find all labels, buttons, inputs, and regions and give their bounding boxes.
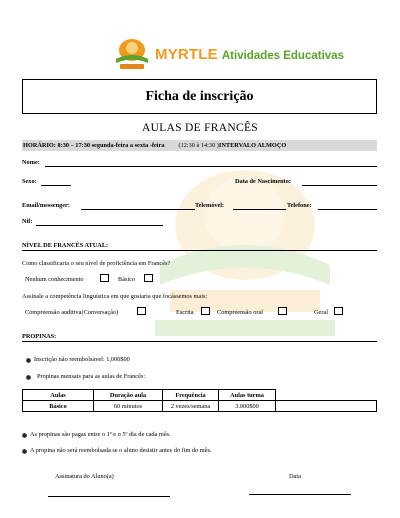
form-title: Ficha de inscrição <box>145 88 254 104</box>
competence-writing-checkbox[interactable] <box>201 307 210 315</box>
fees-cell-price: 3.000$00 <box>219 401 276 412</box>
nif-label: Nif: <box>22 218 33 225</box>
fees-table-header <box>23 390 377 401</box>
date-label: Data <box>289 473 301 480</box>
student-signature-label: Assinatura do Aluno(a) <box>55 473 114 480</box>
fees-cell-class: Básico <box>23 401 94 412</box>
competence-general-checkbox[interactable] <box>334 307 343 315</box>
break-label: INTERVALO ALMOÇO <box>218 142 287 149</box>
fee-note-2: A propina não será reembolsada se o aluno desistir antes do fim do mês. <box>30 447 212 454</box>
name-field[interactable] <box>45 166 377 167</box>
birth-field[interactable] <box>302 185 377 186</box>
competence-oral-label: Compreensão oral <box>217 309 263 316</box>
level-option-none-label: Nenhum conhecimento <box>25 276 84 283</box>
phone-label: Telefone: <box>287 202 312 209</box>
fees-header-price: Aulas turma <box>219 390 276 401</box>
competence-listening-label: Compreensão auditiva(Conversação) <box>25 309 119 316</box>
fees-header-duration: Duração aula <box>94 390 163 401</box>
competence-general-label: Geral <box>314 309 328 316</box>
sex-field[interactable] <box>41 185 71 186</box>
fee-note-1: As propinas são pagas entre o 1º e o 5º dia de cada mês. <box>30 431 171 438</box>
brand-tagline: Atividades Educativas <box>221 49 344 62</box>
competence-question: Assinale a competência linguística em que gostaria que focássemos mais: <box>22 293 208 300</box>
email-label: Email/messenger: <box>22 202 70 209</box>
form-subtitle: AULAS DE FRANCÊS <box>142 122 258 134</box>
bullet-icon <box>26 375 31 380</box>
bullet-icon <box>22 433 27 438</box>
level-heading: NÍVEL DE FRANCÊS ATUAL: <box>22 242 377 251</box>
mobile-label: Telemóvel: <box>195 202 225 209</box>
student-signature-field[interactable] <box>48 496 170 497</box>
level-option-basic-checkbox[interactable] <box>144 274 153 282</box>
phone-field[interactable] <box>318 209 377 210</box>
hours-bar <box>22 140 377 151</box>
level-option-none-checkbox[interactable] <box>100 274 109 282</box>
fees-heading: PROPINAS: <box>22 333 377 342</box>
fees-header-empty <box>276 390 377 401</box>
registration-fee: Inscrição não reembolsável: 1,000$00 <box>34 356 130 363</box>
fees-table <box>22 389 377 412</box>
table-row <box>23 401 377 412</box>
break-time: (12:30 à 14:30 ) <box>178 142 219 149</box>
date-field[interactable] <box>249 494 351 495</box>
mobile-field[interactable] <box>233 209 286 210</box>
fees-header-class: Aulas <box>23 390 94 401</box>
competence-listening-checkbox[interactable] <box>137 307 146 315</box>
competence-oral-checkbox[interactable] <box>278 307 287 315</box>
email-field[interactable] <box>81 209 195 210</box>
form-title-box <box>22 79 377 114</box>
fees-cell-duration: 60 minutos <box>94 401 163 412</box>
sex-label: Sexo: <box>22 178 37 185</box>
competence-writing-label: Escrita <box>176 309 194 316</box>
monthly-fees-intro: Propinas mensais para as aulas de Francês: <box>37 373 146 380</box>
birth-label: Data de Nascimento: <box>235 178 291 185</box>
nif-field[interactable] <box>36 225 163 226</box>
hours-label: HORÁRIO: 8:30 – 17:30 <box>23 142 90 149</box>
hours-days: segunda-feira a sexta -feira <box>91 142 165 149</box>
bullet-icon <box>22 449 27 454</box>
brand-logo <box>113 37 344 71</box>
name-label: Nome: <box>22 159 40 166</box>
fees-cell-frequency: 2 vezes/semana <box>163 401 219 412</box>
fees-header-frequency: Frequência <box>163 390 219 401</box>
bullet-icon <box>26 358 31 363</box>
fees-cell-empty <box>276 401 377 412</box>
level-question: Como classificaria o seu nível de proficiência em Francês? <box>22 260 171 267</box>
logo-emblem-icon <box>113 37 151 71</box>
level-option-basic-label: Básico <box>118 276 136 283</box>
brand-name: MYRTLE <box>155 45 218 63</box>
